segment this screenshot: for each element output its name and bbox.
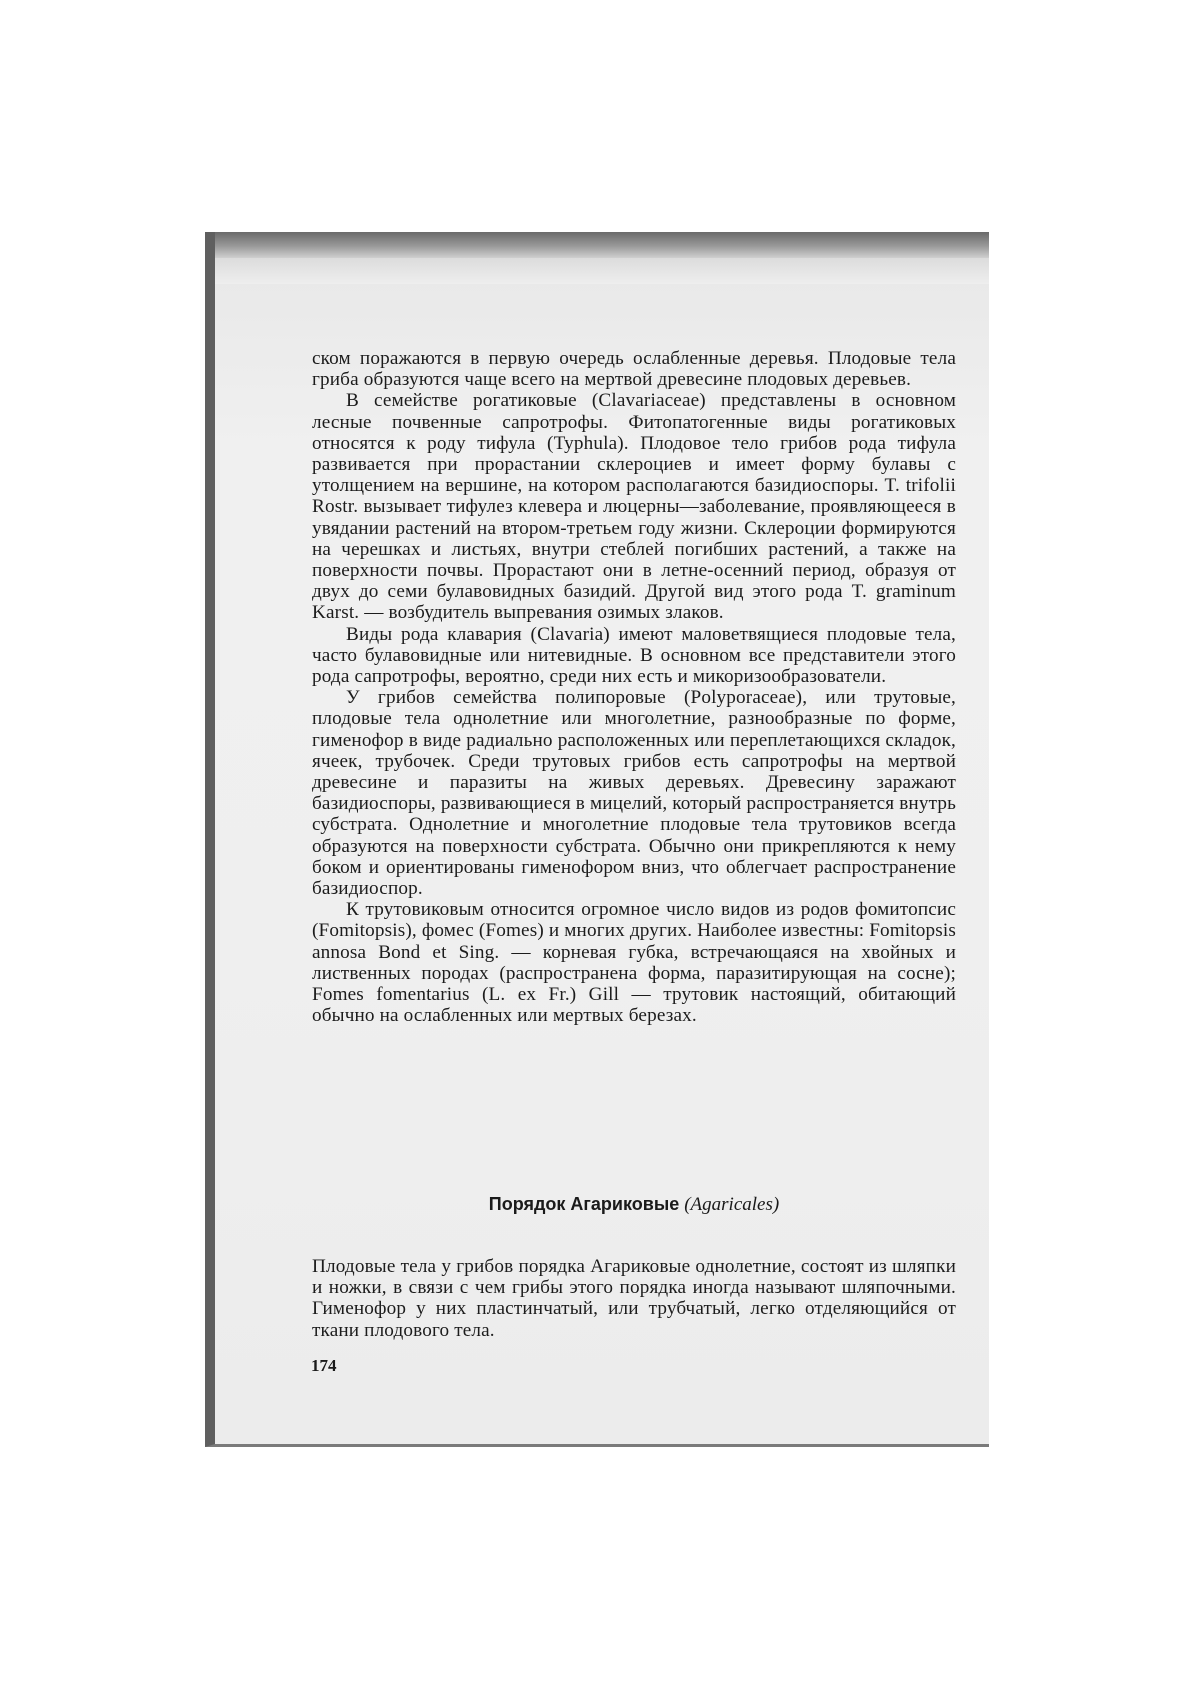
paragraph: Виды рода клавария (Clavaria) имеют маловетвящиеся плодовые тела, часто булавовидные или нитевидные. В основном все представители этого рода сапротрофы, вероятно, среди них есть и микоризообразователи. [312, 623, 956, 688]
scan-top-shadow [215, 258, 989, 284]
paragraph: ском поражаются в первую очередь ослабленные деревья. Плодовые тела гриба образуются чаще всего на мертвой древесине плодовых деревьев. [312, 348, 956, 391]
section-heading [312, 1194, 956, 1216]
scan-top-edge [215, 232, 989, 258]
scanned-page [205, 232, 989, 1447]
paragraph: В семействе рогатиковые (Clavariaceae) представлены в основном лесные почвенные сапротрофы. Фитопатогенные виды рогатиковых относятся к роду тифула (Typhula). Плодовое тело грибов рода тифула развивается при прорастании склероциев и имеет форму булавы с утолщением на вершине, на котором располагаются базидиоспоры. T. trifolii Rostr. вызывает тифулез клевера и люцерны—заболевание, проявляющееся в увядании растений на втором-третьем году жизни. Склероции формируются на черешках и листьях, внутри стеблей погибших растений, а также на поверхности почвы. Прорастают они в летне-осенний период, образуя от двух до семи булавовидных базидий. Другой вид этого рода T. graminum Karst. — возбудитель выпревания озимых злаков. [312, 390, 956, 624]
paragraph: У грибов семейства полипоровые (Polyporaceae), или трутовые, плодовые тела однолетние или многолетние, разнообразные по форме, гименофор в виде радиально расположенных или переплетающихся складок, ячеек, трубочек. Среди трутовых грибов есть сапротрофы на мертвой древесине и паразиты на живых деревьях. Древесину заражают базидиоспоры, развивающиеся в мицелий, который распространяется внутрь субстрата. Однолетние и многолетние плодовые тела трутовиков всегда образуются на поверхности субстрата. Обычно они прикрепляются к нему боком и ориентированы гименофором вниз, что облегчает распространение базидиоспор. [312, 687, 956, 900]
section-body-text [312, 1256, 956, 1341]
page-number: 174 [311, 1356, 337, 1375]
section-heading-text: Порядок Агариковые [488, 1194, 680, 1214]
paragraph: Плодовые тела у грибов порядка Агариковые однолетние, состоят из шляпки и ножки, в связи с чем грибы этого порядка иногда называют шляпочными. Гименофор у них пластинчатый, или трубчатый, легко отделяющийся от ткани плодового тела. [312, 1256, 956, 1341]
body-text [312, 348, 956, 1027]
section-heading-latin: (Agaricales) [684, 1194, 780, 1215]
paragraph: К трутовиковым относится огромное число видов из родов фомитопсис (Fomitopsis), фомес (Fomes) и многих других. Наиболее известны: Fomitopsis annosa Bond et Sing. — корневая губка, встречающаяся на хвойных и лиственных породах (распространена форма, паразитирующая на сосне); Fomes fomentarius (L. ex Fr.) Gill — трутовик настоящий, обитающий обычно на ослабленных или мертвых березах. [312, 899, 956, 1027]
